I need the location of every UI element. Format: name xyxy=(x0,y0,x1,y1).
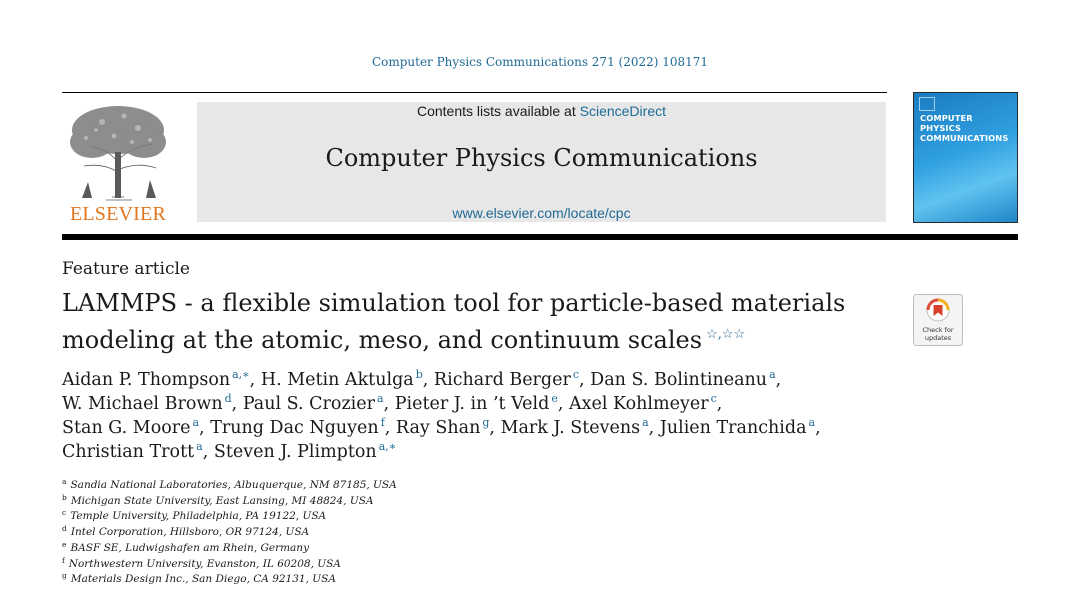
author-name[interactable]: Paul S. Crozier xyxy=(242,394,375,414)
title-line-1: LAMMPS - a flexible simulation tool for particle-based materials xyxy=(62,289,846,317)
author-affiliation-mark[interactable]: e xyxy=(551,392,558,405)
affiliation-key: d xyxy=(62,524,67,534)
author-separator: , xyxy=(384,418,391,438)
affiliation-item xyxy=(62,541,762,557)
author-name[interactable]: Christian Trott xyxy=(62,442,195,462)
author-line xyxy=(62,440,922,464)
author-name[interactable]: Mark J. Stevens xyxy=(500,418,641,438)
affiliation-item xyxy=(62,509,762,525)
affiliation-text: Michigan State University, East Lansing, MI 48824, USA xyxy=(70,494,374,507)
affiliation-text: Temple University, Philadelphia, PA 19122, USA xyxy=(70,510,327,523)
title-line-2: modeling at the atomic, meso, and continuum scales xyxy=(62,326,703,354)
cover-title-line2: COMMUNICATIONS xyxy=(920,133,1009,143)
contents-list-line xyxy=(197,103,886,119)
affiliation-item xyxy=(62,478,762,494)
affiliation-key: f xyxy=(62,555,65,565)
author-name[interactable]: Axel Kohlmeyer xyxy=(569,394,709,414)
article-type: Feature article xyxy=(62,259,190,279)
affiliation-item xyxy=(62,572,762,588)
author-affiliation-mark[interactable]: a,∗ xyxy=(232,368,250,381)
author-affiliation-mark[interactable]: d xyxy=(224,392,232,405)
author-separator: , xyxy=(775,370,782,390)
author-name[interactable]: Ray Shan xyxy=(395,418,481,438)
affiliation-key: a xyxy=(62,477,67,486)
author-separator: , xyxy=(716,394,723,414)
author-affiliation-mark[interactable]: c xyxy=(710,392,717,405)
author-separator: , xyxy=(422,370,429,390)
journal-reference[interactable]: Computer Physics Communications 271 (2022) 108171 xyxy=(371,55,709,69)
elsevier-cover-mark-icon xyxy=(919,97,935,111)
author-name[interactable]: Richard Berger xyxy=(433,370,571,390)
affiliation-key: c xyxy=(62,508,67,518)
journal-title: Computer Physics Communications xyxy=(325,144,758,172)
author-separator: , xyxy=(199,418,205,438)
author-name[interactable]: W. Michael Brown xyxy=(62,394,223,414)
author-name[interactable]: Trung Dac Nguyen xyxy=(210,418,379,438)
affiliation-key: b xyxy=(62,492,67,502)
author-list xyxy=(62,368,922,464)
affiliation-key: g xyxy=(62,571,67,581)
affiliation-item xyxy=(62,525,762,541)
author-affiliation-mark[interactable]: a xyxy=(642,416,649,429)
affiliation-text: Intel Corporation, Hillsboro, OR 97124, USA xyxy=(70,526,310,539)
affiliation-list xyxy=(62,478,762,588)
author-affiliation-mark[interactable]: b xyxy=(415,368,423,381)
cover-title xyxy=(920,113,1015,143)
author-separator: , xyxy=(202,442,209,462)
author-separator: , xyxy=(648,418,655,438)
affiliation-text: BASF SE, Ludwigshafen am Rhein, Germany xyxy=(70,541,309,554)
header-rule-bottom xyxy=(62,234,1018,240)
affiliation-text: Materials Design Inc., San Diego, CA 92131, USA xyxy=(70,573,336,586)
affiliation-key: e xyxy=(62,539,67,549)
author-affiliation-mark[interactable]: f xyxy=(380,416,385,429)
title-footnote-stars[interactable]: ☆,☆☆ xyxy=(706,327,746,342)
author-line xyxy=(62,368,922,392)
author-affiliation-mark[interactable]: a,∗ xyxy=(378,440,397,453)
author-affiliation-mark[interactable]: a xyxy=(192,416,200,429)
author-separator: , xyxy=(579,370,585,390)
author-affiliation-mark[interactable]: a xyxy=(769,368,776,381)
contents-prefix: Contents lists available at xyxy=(416,103,580,119)
author-separator: , xyxy=(557,394,564,414)
author-name[interactable]: Aidan P. Thompson xyxy=(62,370,231,390)
author-affiliation-mark[interactable]: c xyxy=(572,368,580,381)
article-title xyxy=(62,288,882,356)
author-line xyxy=(62,392,922,416)
check-for-updates-label xyxy=(913,326,963,342)
author-separator: , xyxy=(383,394,390,414)
affiliation-text: Sandia National Laboratories, Albuquerque, NM 87185, USA xyxy=(70,479,397,491)
author-separator: , xyxy=(231,394,238,414)
author-name[interactable]: H. Metin Aktulga xyxy=(260,370,414,390)
badge-line2: updates xyxy=(924,334,952,342)
author-separator: , xyxy=(249,370,256,390)
cover-title-line1: COMPUTER PHYSICS xyxy=(920,113,973,133)
journal-url-link[interactable]: www.elsevier.com/locate/cpc xyxy=(452,205,631,221)
sciencedirect-link[interactable]: ScienceDirect xyxy=(579,103,666,119)
author-name[interactable]: Stan G. Moore xyxy=(62,418,191,438)
affiliation-item xyxy=(62,494,762,510)
author-separator: , xyxy=(815,418,821,438)
author-affiliation-mark[interactable]: g xyxy=(482,416,490,429)
author-affiliation-mark[interactable]: a xyxy=(196,440,203,453)
elsevier-wordmark[interactable]: ELSEVIER xyxy=(69,203,167,225)
affiliation-text: Northwestern University, Evanston, IL 60208, USA xyxy=(68,557,341,570)
author-separator: , xyxy=(489,418,495,438)
journal-cover-image[interactable] xyxy=(913,92,1018,223)
author-affiliation-mark[interactable]: a xyxy=(377,392,384,405)
author-line xyxy=(62,416,922,440)
author-name[interactable]: Pieter J. in ’t Veld xyxy=(394,394,550,414)
affiliation-item xyxy=(62,557,762,573)
author-name[interactable]: Dan S. Bolintineanu xyxy=(590,370,768,390)
author-name[interactable]: Steven J. Plimpton xyxy=(213,442,377,462)
badge-line1: Check for xyxy=(922,326,954,334)
author-affiliation-mark[interactable]: a xyxy=(808,416,816,429)
header-rule-top xyxy=(62,92,887,93)
author-name[interactable]: Julien Tranchida xyxy=(659,418,807,438)
